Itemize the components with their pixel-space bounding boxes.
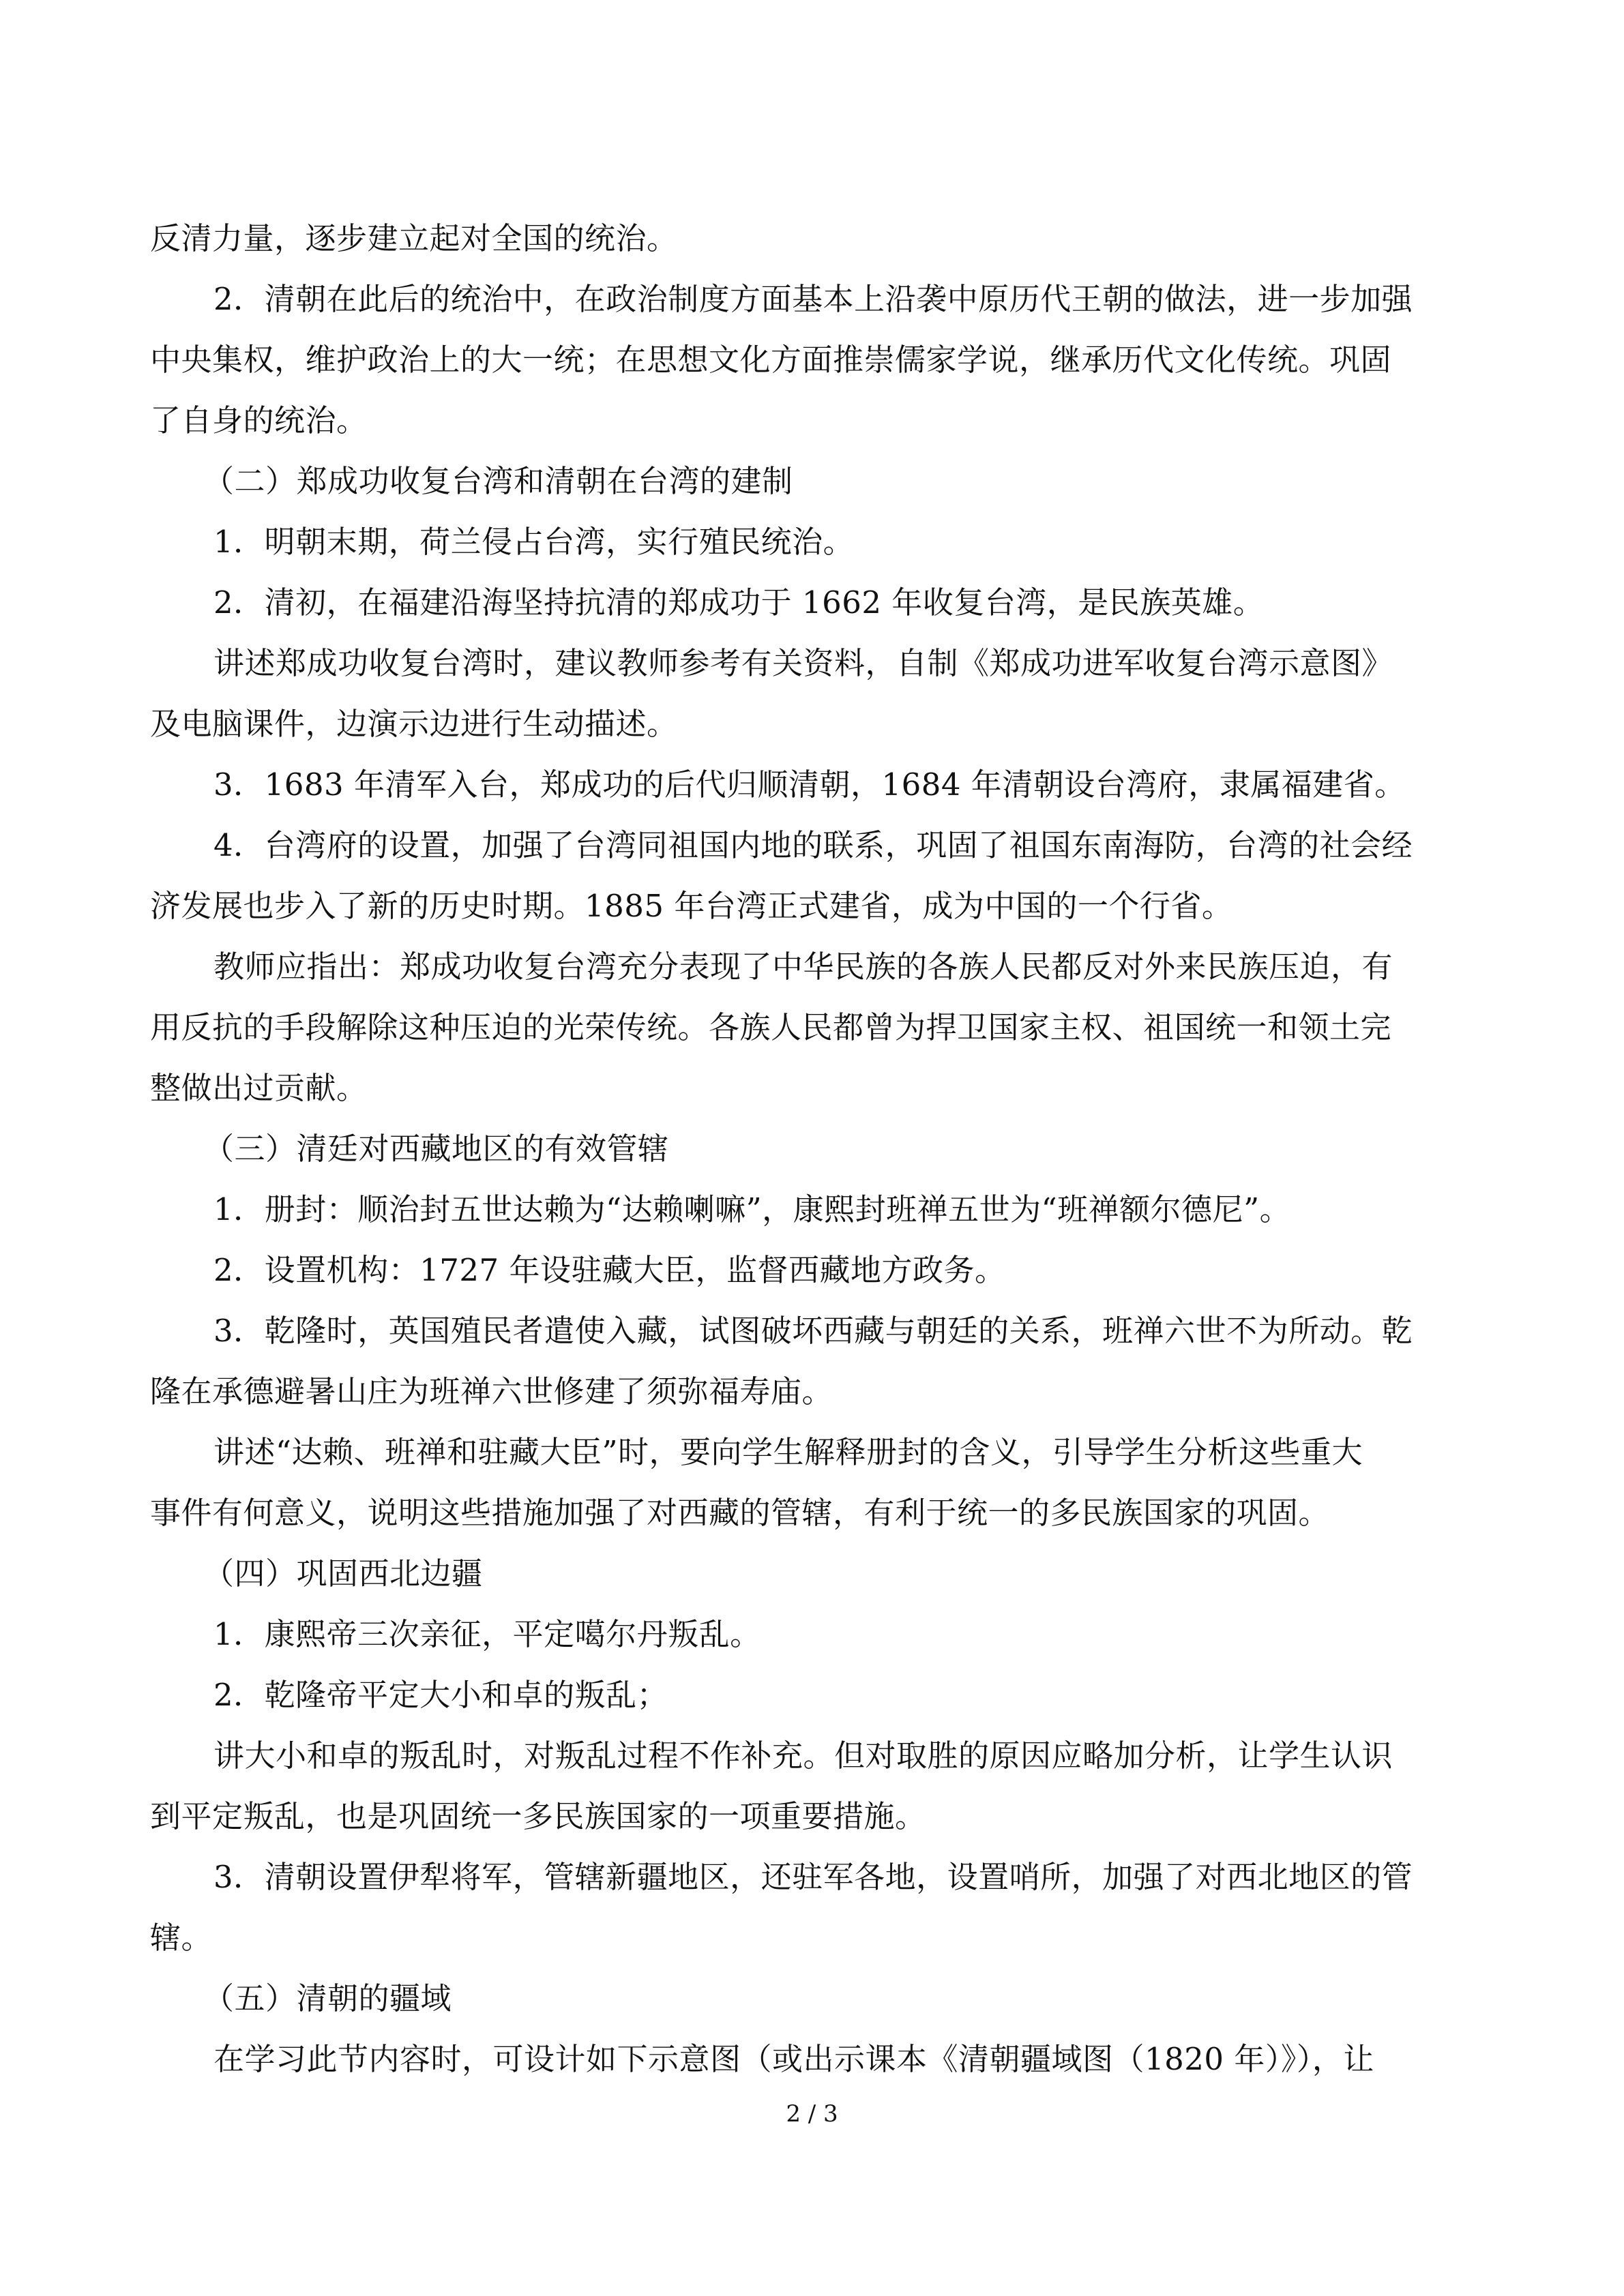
text-line: 讲大小和卓的叛乱时，对叛乱过程不作补充。但对取胜的原因应略加分析，让学生认识 xyxy=(213,1738,1393,1774)
paragraph xyxy=(150,208,1473,269)
paragraph xyxy=(150,633,1473,754)
text-line: （三）清廷对西藏地区的有效管辖 xyxy=(203,1131,669,1167)
text-line: 到平定叛乱，也是巩固统一多民族国家的一项重要措施。 xyxy=(150,1798,926,1834)
paragraph xyxy=(150,1179,1473,1240)
paragraph xyxy=(150,2029,1473,2089)
text-line: 及电脑课件，边演示边进行生动描述。 xyxy=(150,706,678,742)
paragraph xyxy=(150,1240,1473,1300)
text-line: 1．康熙帝三次亲征，平定噶尔丹叛乱。 xyxy=(213,1616,761,1652)
text-line: 2．清初，在福建沿海坚持抗清的郑成功于 1662 年收复台湾，是民族英雄。 xyxy=(213,584,1265,621)
text-line: 4．台湾府的设置，加强了台湾同祖国内地的联系，巩固了祖国东南海防，台湾的社会经 xyxy=(213,827,1413,863)
text-line: 隆在承德避暑山庄为班禅六世修建了须弥福寿庙。 xyxy=(150,1373,833,1410)
document-body xyxy=(150,208,1473,2089)
text-line: 3．清朝设置伊犁将军，管辖新疆地区，还驻军各地，设置哨所，加强了对西北地区的管 xyxy=(213,1859,1413,1895)
text-line: 了自身的统治。 xyxy=(150,402,368,438)
text-line: （四）巩固西北边疆 xyxy=(203,1555,483,1592)
paragraph xyxy=(150,936,1473,1118)
text-line: 济发展也步入了新的历史时期。1885 年台湾正式建省，成为中国的一个行省。 xyxy=(150,888,1233,924)
paragraph xyxy=(150,1604,1473,1665)
paragraph xyxy=(150,1725,1473,1847)
paragraph xyxy=(150,511,1473,572)
section-heading xyxy=(150,1118,1473,1179)
paragraph xyxy=(150,1422,1473,1543)
text-line: 用反抗的手段解除这种压迫的光荣传统。各族人民都曾为捍卫国家主权、祖国统一和领土完 xyxy=(150,1009,1392,1045)
paragraph xyxy=(150,1847,1473,1968)
text-line: 事件有何意义，说明这些措施加强了对西藏的管辖，有利于统一的多民族国家的巩固。 xyxy=(150,1495,1330,1531)
text-line: （二）郑成功收复台湾和清朝在台湾的建制 xyxy=(203,463,793,499)
section-heading xyxy=(150,451,1473,511)
text-line: 3．乾隆时，英国殖民者遣使入藏，试图破坏西藏与朝廷的关系，班禅六世不为所动。乾 xyxy=(213,1313,1413,1349)
text-line: 在学习此节内容时，可设计如下示意图（或出示课本《清朝疆域图（1820 年）》），让 xyxy=(213,2041,1374,2077)
text-line: 2．设置机构：1727 年设驻藏大臣，监督西藏地方政务。 xyxy=(213,1252,1006,1288)
text-line: 2．清朝在此后的统治中，在政治制度方面基本上沿袭中原历代王朝的做法，进一步加强 xyxy=(213,281,1413,317)
paragraph xyxy=(150,1300,1473,1422)
text-line: 1．册封：顺治封五世达赖为“达赖喇嘛”，康熙封班禅五世为“班禅额尔德尼”。 xyxy=(213,1191,1291,1227)
paragraph xyxy=(150,269,1473,451)
text-line: 教师应指出：郑成功收复台湾充分表现了中华民族的各族人民都反对外来民族压迫，有 xyxy=(213,949,1393,985)
text-line: （五）清朝的疆域 xyxy=(203,1980,452,2016)
section-heading xyxy=(150,1543,1473,1604)
text-line: 3．1683 年清军入台，郑成功的后代归顺清朝，1684 年清朝设台湾府，隶属福建省。 xyxy=(213,766,1406,803)
section-heading xyxy=(150,1968,1473,2029)
paragraph xyxy=(150,1665,1473,1725)
text-line: 讲述郑成功收复台湾时，建议教师参考有关资料，自制《郑成功进军收复台湾示意图》 xyxy=(213,645,1393,681)
text-line: 辖。 xyxy=(150,1920,213,1956)
paragraph xyxy=(150,754,1473,815)
paragraph xyxy=(150,815,1473,936)
text-line: 中央集权，维护政治上的大一统；在思想文化方面推崇儒家学说，继承历代文化传统。巩固 xyxy=(150,342,1392,378)
paragraph xyxy=(150,572,1473,633)
text-line: 反清力量，逐步建立起对全国的统治。 xyxy=(150,220,678,256)
text-line: 2．乾隆帝平定大小和卓的叛乱； xyxy=(213,1677,668,1713)
page-number: 2 / 3 xyxy=(786,2100,838,2128)
text-line: 1．明朝末期，荷兰侵占台湾，实行殖民统治。 xyxy=(213,524,855,560)
text-line: 讲述“达赖、班禅和驻藏大臣”时，要向学生解释册封的含义，引导学生分析这些重大 xyxy=(213,1434,1363,1470)
text-line: 整做出过贡献。 xyxy=(150,1070,368,1106)
